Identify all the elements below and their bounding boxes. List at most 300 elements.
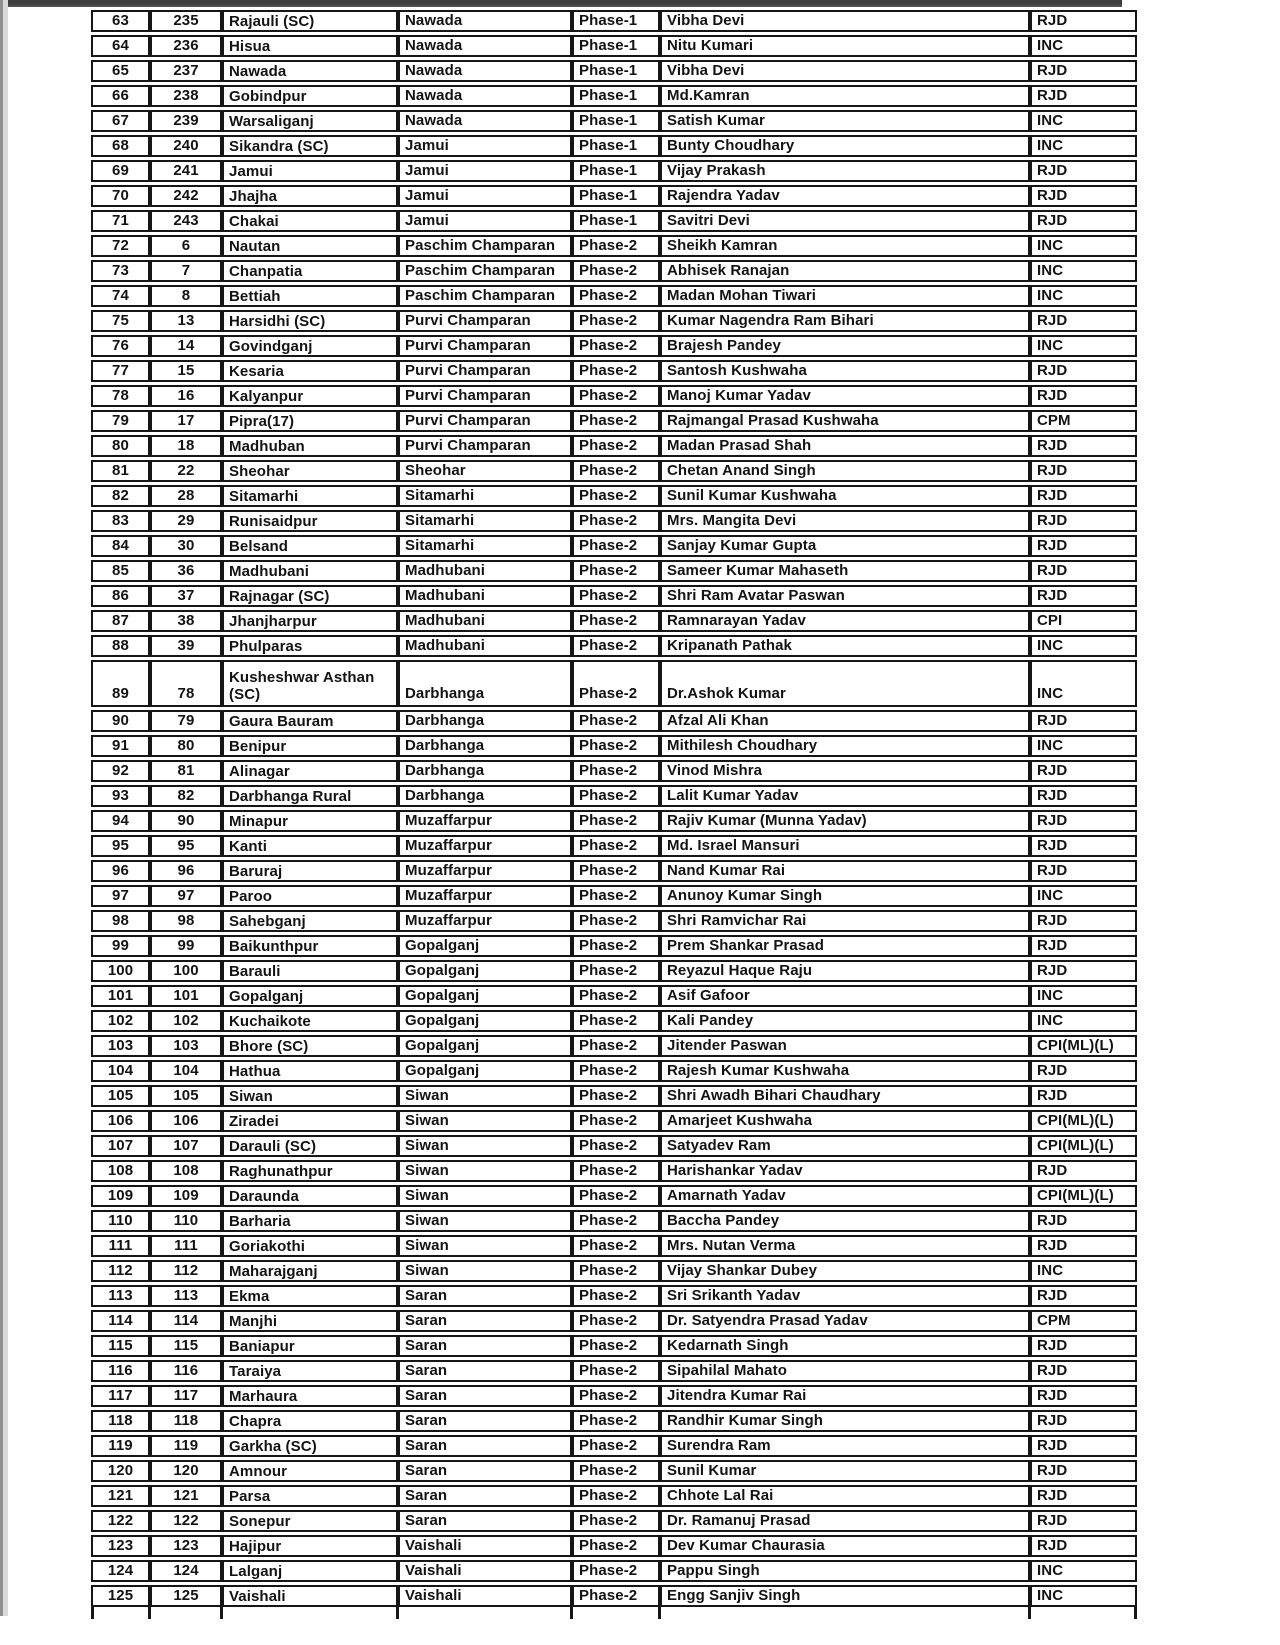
cell-district: Purvi Champaran xyxy=(398,310,572,332)
cell-constituency-no: 79 xyxy=(150,710,222,732)
cell-serial-no: 88 xyxy=(91,635,150,657)
table-row xyxy=(91,510,1137,532)
table-row xyxy=(91,10,1137,32)
cell-serial-no: 82 xyxy=(91,485,150,507)
cell-constituency: Phulparas xyxy=(222,635,398,657)
cell-candidate: Harishankar Yadav xyxy=(660,1160,1030,1182)
candidate-table xyxy=(91,7,1137,1610)
cell-district: Siwan xyxy=(398,1210,572,1232)
cell-district: Sheohar xyxy=(398,460,572,482)
cell-candidate: Nand Kumar Rai xyxy=(660,860,1030,882)
cell-constituency-no: 125 xyxy=(150,1585,222,1607)
cell-party: RJD xyxy=(1030,760,1137,782)
cell-district: Purvi Champaran xyxy=(398,335,572,357)
cell-phase: Phase-2 xyxy=(572,510,660,532)
table-row xyxy=(91,1310,1137,1332)
cell-candidate: Sipahilal Mahato xyxy=(660,1360,1030,1382)
cell-district: Muzaffarpur xyxy=(398,810,572,832)
cell-candidate: Vibha Devi xyxy=(660,60,1030,82)
cell-serial-no: 96 xyxy=(91,860,150,882)
cell-serial-no: 97 xyxy=(91,885,150,907)
cell-candidate: Dev Kumar Chaurasia xyxy=(660,1535,1030,1557)
cell-constituency: Baruraj xyxy=(222,860,398,882)
cell-candidate: Jitendra Kumar Rai xyxy=(660,1385,1030,1407)
cell-serial-no: 118 xyxy=(91,1410,150,1432)
cell-district: Gopalganj xyxy=(398,1060,572,1082)
cell-serial-no: 74 xyxy=(91,285,150,307)
cell-party: RJD xyxy=(1030,460,1137,482)
column-border-stub xyxy=(220,1607,223,1619)
table-row xyxy=(91,810,1137,832)
cell-constituency-no: 16 xyxy=(150,385,222,407)
column-border-stub xyxy=(148,1607,151,1619)
cell-constituency: Pipra(17) xyxy=(222,410,398,432)
scan-edge-left-strip xyxy=(0,0,8,1616)
cell-party: INC xyxy=(1030,735,1137,757)
cell-constituency: Alinagar xyxy=(222,760,398,782)
cell-candidate: Sri Srikanth Yadav xyxy=(660,1285,1030,1307)
cell-phase: Phase-2 xyxy=(572,1585,660,1607)
cell-constituency-no: 118 xyxy=(150,1410,222,1432)
cell-constituency-no: 14 xyxy=(150,335,222,357)
table-row xyxy=(91,435,1137,457)
cell-serial-no: 114 xyxy=(91,1310,150,1332)
cell-district: Jamui xyxy=(398,185,572,207)
cell-candidate: Vinod Mishra xyxy=(660,760,1030,782)
cell-district: Darbhanga xyxy=(398,660,572,707)
column-border-stub xyxy=(396,1607,399,1619)
cell-constituency-no: 80 xyxy=(150,735,222,757)
cell-constituency-no: 39 xyxy=(150,635,222,657)
cell-constituency: Belsand xyxy=(222,535,398,557)
cell-party: CPI(ML)(L) xyxy=(1030,1185,1137,1207)
cell-phase: Phase-2 xyxy=(572,285,660,307)
cell-candidate: Md.Kamran xyxy=(660,85,1030,107)
cell-serial-no: 98 xyxy=(91,910,150,932)
cell-district: Vaishali xyxy=(398,1535,572,1557)
cell-constituency-no: 124 xyxy=(150,1560,222,1582)
cell-candidate: Shri Awadh Bihari Chaudhary xyxy=(660,1085,1030,1107)
table-row xyxy=(91,1185,1137,1207)
cell-party: INC xyxy=(1030,285,1137,307)
cell-phase: Phase-2 xyxy=(572,585,660,607)
cell-phase: Phase-2 xyxy=(572,860,660,882)
cell-phase: Phase-1 xyxy=(572,110,660,132)
cell-party: INC xyxy=(1030,1560,1137,1582)
table-bottom-border-stubs xyxy=(91,1607,1137,1621)
cell-phase: Phase-2 xyxy=(572,360,660,382)
cell-serial-no: 113 xyxy=(91,1285,150,1307)
cell-candidate: Mithilesh Choudhary xyxy=(660,735,1030,757)
cell-constituency-no: 82 xyxy=(150,785,222,807)
cell-constituency-no: 98 xyxy=(150,910,222,932)
cell-serial-no: 95 xyxy=(91,835,150,857)
cell-district: Muzaffarpur xyxy=(398,835,572,857)
cell-constituency: Jamui xyxy=(222,160,398,182)
cell-district: Vaishali xyxy=(398,1560,572,1582)
table-row xyxy=(91,460,1137,482)
cell-constituency: Kuchaikote xyxy=(222,1010,398,1032)
cell-party: RJD xyxy=(1030,1285,1137,1307)
cell-serial-no: 89 xyxy=(91,660,150,707)
cell-district: Nawada xyxy=(398,35,572,57)
cell-phase: Phase-2 xyxy=(572,835,660,857)
cell-district: Saran xyxy=(398,1335,572,1357)
cell-serial-no: 120 xyxy=(91,1460,150,1482)
cell-constituency: Gobindpur xyxy=(222,85,398,107)
cell-candidate: Kali Pandey xyxy=(660,1010,1030,1032)
table-row xyxy=(91,1285,1137,1307)
cell-constituency: Manjhi xyxy=(222,1310,398,1332)
table-row xyxy=(91,1210,1137,1232)
cell-serial-no: 93 xyxy=(91,785,150,807)
cell-constituency-no: 36 xyxy=(150,560,222,582)
cell-party: RJD xyxy=(1030,810,1137,832)
cell-party: CPI(ML)(L) xyxy=(1030,1135,1137,1157)
table-row xyxy=(91,285,1137,307)
cell-phase: Phase-2 xyxy=(572,1310,660,1332)
cell-candidate: Dr.Ashok Kumar xyxy=(660,660,1030,707)
cell-constituency-no: 15 xyxy=(150,360,222,382)
cell-party: INC xyxy=(1030,885,1137,907)
cell-constituency-no: 7 xyxy=(150,260,222,282)
cell-constituency-no: 30 xyxy=(150,535,222,557)
cell-constituency-no: 17 xyxy=(150,410,222,432)
cell-phase: Phase-2 xyxy=(572,1010,660,1032)
cell-district: Saran xyxy=(398,1485,572,1507)
cell-party: RJD xyxy=(1030,710,1137,732)
cell-party: INC xyxy=(1030,135,1137,157)
cell-candidate: Amarnath Yadav xyxy=(660,1185,1030,1207)
cell-district: Siwan xyxy=(398,1085,572,1107)
cell-constituency-no: 110 xyxy=(150,1210,222,1232)
cell-candidate: Chetan Anand Singh xyxy=(660,460,1030,482)
cell-phase: Phase-2 xyxy=(572,885,660,907)
cell-party: INC xyxy=(1030,260,1137,282)
table-row xyxy=(91,635,1137,657)
cell-party: CPM xyxy=(1030,410,1137,432)
cell-candidate: Randhir Kumar Singh xyxy=(660,1410,1030,1432)
cell-serial-no: 87 xyxy=(91,610,150,632)
cell-constituency: Barauli xyxy=(222,960,398,982)
cell-district: Nawada xyxy=(398,60,572,82)
cell-party: CPI(ML)(L) xyxy=(1030,1110,1137,1132)
table-row xyxy=(91,935,1137,957)
cell-candidate: Rajiv Kumar (Munna Yadav) xyxy=(660,810,1030,832)
table-row xyxy=(91,385,1137,407)
cell-constituency-no: 109 xyxy=(150,1185,222,1207)
cell-constituency-no: 120 xyxy=(150,1460,222,1482)
cell-district: Saran xyxy=(398,1435,572,1457)
cell-phase: Phase-2 xyxy=(572,960,660,982)
cell-candidate: Anunoy Kumar Singh xyxy=(660,885,1030,907)
table-row xyxy=(91,1485,1137,1507)
table-row xyxy=(91,1260,1137,1282)
cell-candidate: Madan Mohan Tiwari xyxy=(660,285,1030,307)
table-row xyxy=(91,335,1137,357)
table-row xyxy=(91,1335,1137,1357)
table-row xyxy=(91,1535,1137,1557)
cell-serial-no: 100 xyxy=(91,960,150,982)
cell-constituency-no: 6 xyxy=(150,235,222,257)
cell-serial-no: 90 xyxy=(91,710,150,732)
cell-party: RJD xyxy=(1030,360,1137,382)
cell-constituency: Gopalganj xyxy=(222,985,398,1007)
cell-serial-no: 110 xyxy=(91,1210,150,1232)
cell-constituency: Kanti xyxy=(222,835,398,857)
cell-party: RJD xyxy=(1030,585,1137,607)
cell-district: Siwan xyxy=(398,1135,572,1157)
cell-constituency: Kusheshwar Asthan (SC) xyxy=(222,660,398,707)
cell-district: Jamui xyxy=(398,135,572,157)
cell-serial-no: 63 xyxy=(91,10,150,32)
cell-phase: Phase-2 xyxy=(572,560,660,582)
cell-constituency-no: 238 xyxy=(150,85,222,107)
cell-party: RJD xyxy=(1030,1360,1137,1382)
cell-party: RJD xyxy=(1030,1435,1137,1457)
cell-constituency: Hajipur xyxy=(222,1535,398,1557)
cell-constituency: Sahebganj xyxy=(222,910,398,932)
cell-phase: Phase-1 xyxy=(572,35,660,57)
cell-constituency-no: 104 xyxy=(150,1060,222,1082)
cell-serial-no: 64 xyxy=(91,35,150,57)
column-border-stub xyxy=(1134,1607,1137,1619)
cell-serial-no: 115 xyxy=(91,1335,150,1357)
cell-phase: Phase-2 xyxy=(572,1460,660,1482)
cell-district: Gopalganj xyxy=(398,960,572,982)
cell-district: Saran xyxy=(398,1410,572,1432)
cell-constituency: Darauli (SC) xyxy=(222,1135,398,1157)
cell-phase: Phase-1 xyxy=(572,85,660,107)
cell-phase: Phase-2 xyxy=(572,1535,660,1557)
cell-candidate: Satish Kumar xyxy=(660,110,1030,132)
cell-phase: Phase-2 xyxy=(572,1285,660,1307)
cell-district: Saran xyxy=(398,1310,572,1332)
cell-constituency-no: 111 xyxy=(150,1235,222,1257)
cell-serial-no: 123 xyxy=(91,1535,150,1557)
cell-candidate: Md. Israel Mansuri xyxy=(660,835,1030,857)
cell-district: Darbhanga xyxy=(398,710,572,732)
cell-district: Saran xyxy=(398,1460,572,1482)
cell-party: RJD xyxy=(1030,485,1137,507)
cell-constituency-no: 122 xyxy=(150,1510,222,1532)
cell-district: Sitamarhi xyxy=(398,485,572,507)
table-row xyxy=(91,1160,1137,1182)
table-row xyxy=(91,585,1137,607)
cell-phase: Phase-2 xyxy=(572,1510,660,1532)
cell-serial-no: 99 xyxy=(91,935,150,957)
cell-serial-no: 68 xyxy=(91,135,150,157)
table-row xyxy=(91,1235,1137,1257)
cell-constituency: Barharia xyxy=(222,1210,398,1232)
cell-candidate: Bunty Choudhary xyxy=(660,135,1030,157)
cell-phase: Phase-2 xyxy=(572,1035,660,1057)
cell-party: INC xyxy=(1030,1260,1137,1282)
cell-constituency-no: 112 xyxy=(150,1260,222,1282)
cell-constituency: Chanpatia xyxy=(222,260,398,282)
cell-party: RJD xyxy=(1030,960,1137,982)
cell-constituency-no: 103 xyxy=(150,1035,222,1057)
cell-constituency-no: 100 xyxy=(150,960,222,982)
cell-candidate: Dr. Satyendra Prasad Yadav xyxy=(660,1310,1030,1332)
cell-phase: Phase-2 xyxy=(572,1135,660,1157)
cell-constituency-no: 243 xyxy=(150,210,222,232)
cell-constituency-no: 107 xyxy=(150,1135,222,1157)
table-row xyxy=(91,985,1137,1007)
cell-party: CPI(ML)(L) xyxy=(1030,1035,1137,1057)
cell-party: RJD xyxy=(1030,1510,1137,1532)
cell-constituency-no: 115 xyxy=(150,1335,222,1357)
cell-district: Sitamarhi xyxy=(398,535,572,557)
cell-candidate: Sunil Kumar Kushwaha xyxy=(660,485,1030,507)
cell-phase: Phase-2 xyxy=(572,935,660,957)
cell-party: RJD xyxy=(1030,1160,1137,1182)
cell-constituency: Ekma xyxy=(222,1285,398,1307)
cell-candidate: Prem Shankar Prasad xyxy=(660,935,1030,957)
cell-serial-no: 83 xyxy=(91,510,150,532)
cell-constituency: Darbhanga Rural xyxy=(222,785,398,807)
cell-candidate: Manoj Kumar Yadav xyxy=(660,385,1030,407)
cell-phase: Phase-2 xyxy=(572,710,660,732)
cell-district: Vaishali xyxy=(398,1585,572,1607)
cell-phase: Phase-2 xyxy=(572,260,660,282)
cell-candidate: Lalit Kumar Yadav xyxy=(660,785,1030,807)
cell-phase: Phase-2 xyxy=(572,1385,660,1407)
cell-district: Gopalganj xyxy=(398,1035,572,1057)
table-row xyxy=(91,1410,1137,1432)
cell-constituency: Runisaidpur xyxy=(222,510,398,532)
column-border-stub xyxy=(1028,1607,1031,1619)
cell-candidate: Pappu Singh xyxy=(660,1560,1030,1582)
cell-serial-no: 92 xyxy=(91,760,150,782)
cell-phase: Phase-2 xyxy=(572,1235,660,1257)
cell-serial-no: 69 xyxy=(91,160,150,182)
table-row xyxy=(91,485,1137,507)
cell-candidate: Vijay Shankar Dubey xyxy=(660,1260,1030,1282)
cell-district: Saran xyxy=(398,1360,572,1382)
table-row xyxy=(91,960,1137,982)
cell-serial-no: 109 xyxy=(91,1185,150,1207)
cell-constituency-no: 99 xyxy=(150,935,222,957)
cell-district: Purvi Champaran xyxy=(398,435,572,457)
cell-serial-no: 102 xyxy=(91,1010,150,1032)
cell-serial-no: 103 xyxy=(91,1035,150,1057)
cell-party: RJD xyxy=(1030,860,1137,882)
cell-constituency: Bettiah xyxy=(222,285,398,307)
cell-district: Saran xyxy=(398,1385,572,1407)
cell-phase: Phase-2 xyxy=(572,735,660,757)
table-row xyxy=(91,185,1137,207)
cell-phase: Phase-2 xyxy=(572,235,660,257)
cell-serial-no: 78 xyxy=(91,385,150,407)
cell-party: RJD xyxy=(1030,1085,1137,1107)
cell-phase: Phase-2 xyxy=(572,1160,660,1182)
table-row xyxy=(91,835,1137,857)
cell-serial-no: 125 xyxy=(91,1585,150,1607)
cell-phase: Phase-2 xyxy=(572,785,660,807)
cell-serial-no: 76 xyxy=(91,335,150,357)
cell-constituency: Parsa xyxy=(222,1485,398,1507)
cell-phase: Phase-2 xyxy=(572,1485,660,1507)
cell-district: Purvi Champaran xyxy=(398,385,572,407)
cell-party: INC xyxy=(1030,235,1137,257)
cell-serial-no: 85 xyxy=(91,560,150,582)
cell-constituency: Hathua xyxy=(222,1060,398,1082)
cell-district: Darbhanga xyxy=(398,760,572,782)
table-row xyxy=(91,1435,1137,1457)
cell-constituency: Kalyanpur xyxy=(222,385,398,407)
cell-candidate: Reyazul Haque Raju xyxy=(660,960,1030,982)
cell-party: INC xyxy=(1030,35,1137,57)
cell-party: RJD xyxy=(1030,160,1137,182)
cell-district: Gopalganj xyxy=(398,985,572,1007)
table-row xyxy=(91,60,1137,82)
cell-constituency-no: 105 xyxy=(150,1085,222,1107)
cell-candidate: Abhisek Ranajan xyxy=(660,260,1030,282)
cell-candidate: Chhote Lal Rai xyxy=(660,1485,1030,1507)
cell-phase: Phase-2 xyxy=(572,1410,660,1432)
cell-constituency-no: 114 xyxy=(150,1310,222,1332)
column-border-stub xyxy=(658,1607,661,1619)
cell-party: RJD xyxy=(1030,785,1137,807)
cell-constituency: Sheohar xyxy=(222,460,398,482)
cell-constituency: Baniapur xyxy=(222,1335,398,1357)
cell-district: Siwan xyxy=(398,1235,572,1257)
table-row xyxy=(91,735,1137,757)
cell-district: Saran xyxy=(398,1510,572,1532)
cell-serial-no: 101 xyxy=(91,985,150,1007)
cell-candidate: Satyadev Ram xyxy=(660,1135,1030,1157)
cell-constituency: Gaura Bauram xyxy=(222,710,398,732)
cell-constituency-no: 106 xyxy=(150,1110,222,1132)
cell-constituency-no: 123 xyxy=(150,1535,222,1557)
cell-constituency: Sikandra (SC) xyxy=(222,135,398,157)
table-row xyxy=(91,910,1137,932)
cell-candidate: Jitender Paswan xyxy=(660,1035,1030,1057)
table-row xyxy=(91,1385,1137,1407)
cell-constituency: Benipur xyxy=(222,735,398,757)
table-row xyxy=(91,535,1137,557)
cell-constituency-no: 235 xyxy=(150,10,222,32)
cell-candidate: Surendra Ram xyxy=(660,1435,1030,1457)
table-row xyxy=(91,710,1137,732)
cell-candidate: Sanjay Kumar Gupta xyxy=(660,535,1030,557)
cell-constituency: Jhanjharpur xyxy=(222,610,398,632)
cell-constituency: Madhuban xyxy=(222,435,398,457)
cell-serial-no: 116 xyxy=(91,1360,150,1382)
cell-constituency-no: 242 xyxy=(150,185,222,207)
cell-serial-no: 80 xyxy=(91,435,150,457)
cell-district: Paschim Champaran xyxy=(398,285,572,307)
cell-serial-no: 71 xyxy=(91,210,150,232)
cell-phase: Phase-2 xyxy=(572,335,660,357)
cell-candidate: Shri Ram Avatar Paswan xyxy=(660,585,1030,607)
cell-serial-no: 94 xyxy=(91,810,150,832)
cell-district: Darbhanga xyxy=(398,785,572,807)
cell-phase: Phase-2 xyxy=(572,1085,660,1107)
cell-phase: Phase-2 xyxy=(572,1210,660,1232)
cell-serial-no: 111 xyxy=(91,1235,150,1257)
table-row xyxy=(91,785,1137,807)
table-row xyxy=(91,1010,1137,1032)
cell-constituency: Madhubani xyxy=(222,560,398,582)
cell-serial-no: 72 xyxy=(91,235,150,257)
cell-party: INC xyxy=(1030,985,1137,1007)
cell-constituency-no: 78 xyxy=(150,660,222,707)
table-row xyxy=(91,210,1137,232)
cell-constituency: Warsaliganj xyxy=(222,110,398,132)
cell-serial-no: 106 xyxy=(91,1110,150,1132)
